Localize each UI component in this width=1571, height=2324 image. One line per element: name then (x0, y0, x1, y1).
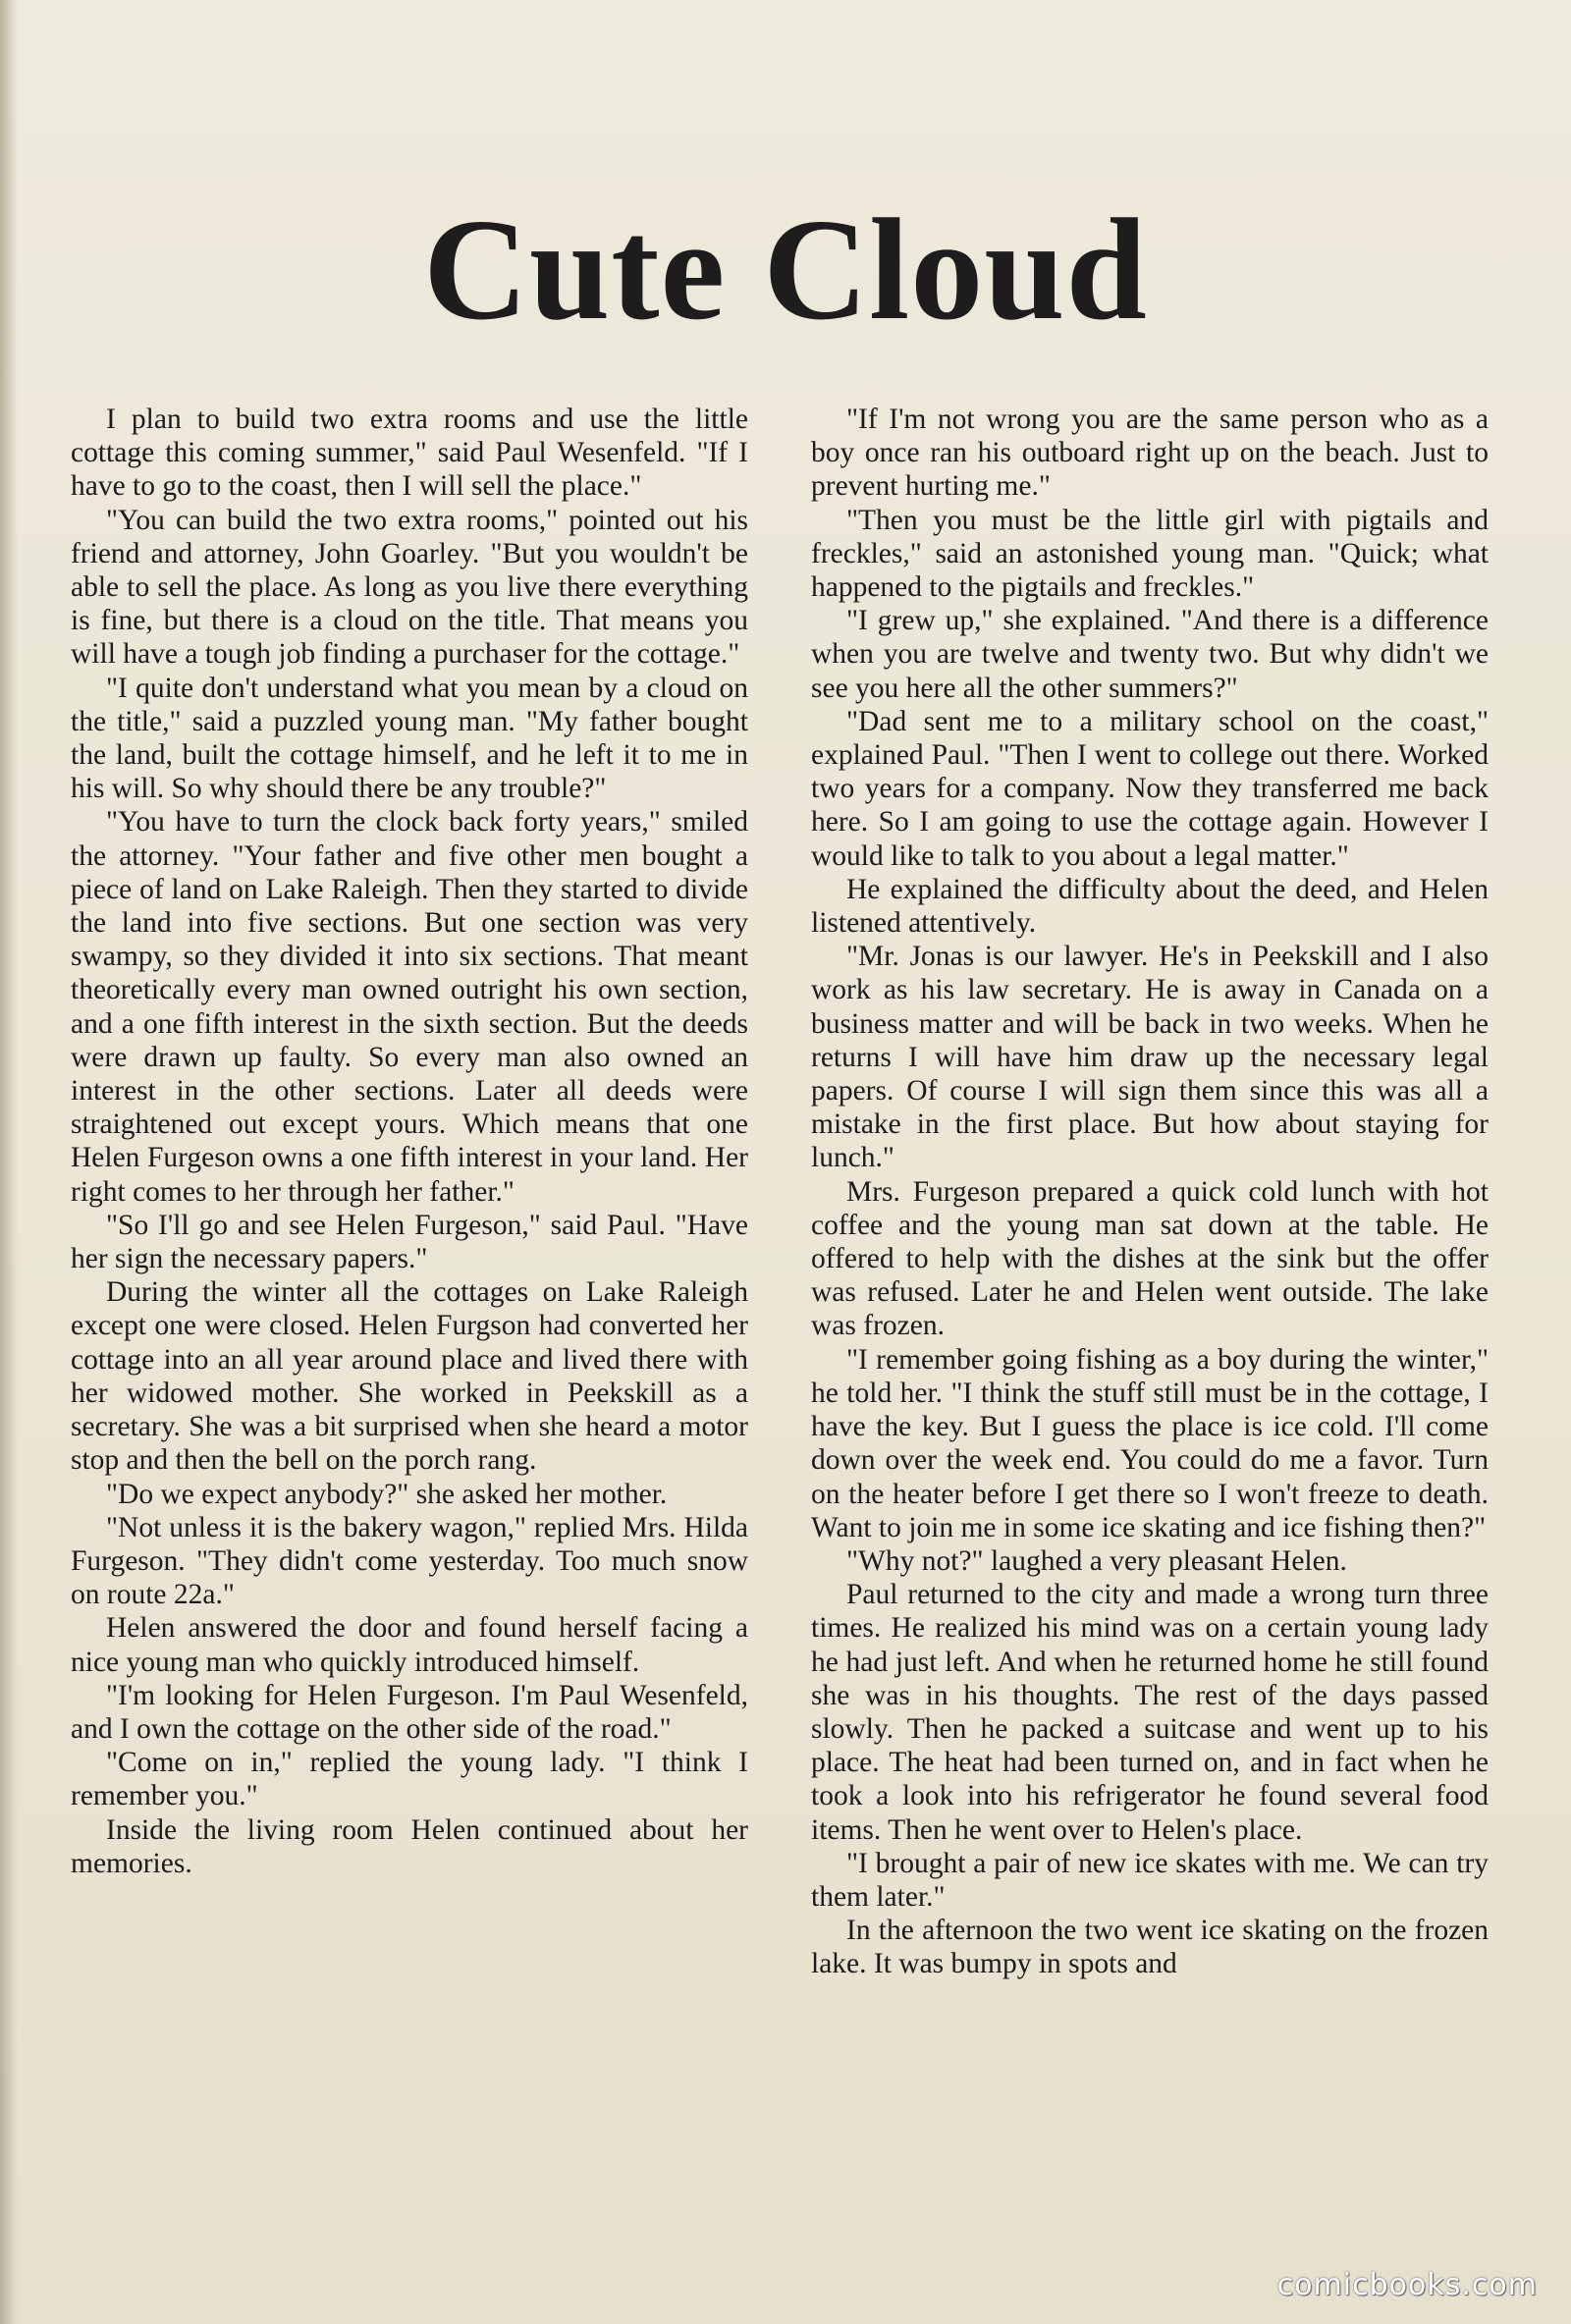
text-column-right (811, 403, 1489, 1981)
story-title: Cute Cloud (423, 189, 1148, 351)
paragraph: "Come on in," replied the young lady. "I think I remember you." (71, 1747, 748, 1812)
watermark: comicbooks.com (1276, 2268, 1538, 2302)
paragraph: "I remember going fishing as a boy during the winter," he told her. "I think the stuff still must be in the cottage, I have the key. But I guess the place is ice cold. I'll come down over the week end. You could do me a favor. Turn on the heater before I get there so I won't freeze to death. Want to join me in some ice skating and ice fishing then?" (811, 1343, 1489, 1543)
paragraph: "Why not?" laughed a very pleasant Helen. (846, 1544, 1347, 1577)
paragraph: "If I'm not wrong you are the same person who as a boy once ran his outboard right up on the beach. Just to prevent hurting me." (811, 404, 1489, 503)
paragraph: "You can build the two extra rooms," pointed out his friend and attorney, John Goarley. "But you wouldn't be able to sell the place. As long as you live there everything is fine, but there is a cloud on the title. That means you will have a tough job finding a purchaser for the cottage." (71, 504, 748, 671)
paragraph: During the winter all the cottages on Lake Raleigh except one were closed. Helen Furgson had converted her cottage into an all year around place and lived there with her widowed mother. She worked in Peekskill as a secretary. She was a bit surprised when she heard a motor stop and then the bell on the porch rang. (71, 1276, 748, 1477)
paragraph: "Mr. Jonas is our lawyer. He's in Peekskill and I also work as his law secretary. He is away in Canada on a business matter and will be back in two weeks. When he returns I will have him draw up the necessary legal papers. Of course I will sign them since this was all a mistake in the first place. But how about staying for lunch." (811, 941, 1489, 1174)
paragraph: "I brought a pair of new ice skates with me. We can try them later." (811, 1847, 1489, 1913)
paragraph: "I'm looking for Helen Furgeson. I'm Paul Wesenfeld, and I own the cottage on the other side of the road." (71, 1679, 748, 1745)
paragraph: "You have to turn the clock back forty years," smiled the attorney. "Your father and five other men bought a piece of land on Lake Raleigh. Then they started to divide the land into five sections. But one section was very swampy, so they divided it into six sections. That meant theoretically every man owned outright his own section, and a one fifth interest in the sixth section. But the deeds were drawn up faulty. So every man also owned an interest in the other sections. Later all deeds were straightened out except yours. Which means that one Helen Furgeson owns a one fifth interest in your land. Her right comes to her through her father." (71, 806, 748, 1208)
paragraph: "So I'll go and see Helen Furgeson," said Paul. "Have her sign the necessary papers." (71, 1209, 748, 1275)
paragraph: "Do we expect anybody?" she asked her mother. (106, 1478, 668, 1510)
paragraph: He explained the difficulty about the deed, and Helen listened attentively. (811, 873, 1489, 940)
paragraph: "Then you must be the little girl with pigtails and freckles," said an astonished young man. "Quick; what happened to the pigtails and freckles." (811, 504, 1489, 604)
paragraph: In the afternoon the two went ice skating on the frozen lake. It was bumpy in spots and (811, 1915, 1489, 1980)
paragraph: Mrs. Furgeson prepared a quick cold lunch with hot coffee and the young man sat down at the table. He offered to help with the dishes at the sink but the offer was refused. Later he and Helen went outside. The lake was frozen. (811, 1175, 1489, 1342)
paragraph: "Not unless it is the bakery wagon," replied Mrs. Hilda Furgeson. "They didn't come yesterday. Too much snow on route 22a." (71, 1511, 748, 1611)
paragraph: "Dad sent me to a military school on the coast," explained Paul. "Then I went to college out there. Worked two years for a company. Now they transferred me back here. So I am going to use the cottage again. However I would like to talk to you about a legal matter." (811, 705, 1489, 872)
paragraph: "I quite don't understand what you mean by a cloud on the title," said a puzzled young man. "My father bought the land, built the cottage himself, and he left it to me in his will. So why should there be any trouble?" (71, 672, 748, 805)
paragraph: Paul returned to the city and made a wrong turn three times. He realized his mind was on a certain young lady he had just left. And when he returned home he still found she was in his thoughts. The rest of the days passed slowly. Then he packed a suitcase and went up to his place. The heat had been turned on, and in fact when he took a look into his refrigerator he found several food items. Then he went over to Helen's place. (811, 1579, 1489, 1846)
paragraph: I plan to build two extra rooms and use the little cottage this coming summer," said Paul Wesenfeld. "If I have to go to the coast, then I will sell the place." (71, 404, 748, 503)
paragraph: "I grew up," she explained. "And there is a difference when you are twelve and twenty two. But why didn't we see you here all the other summers?" (811, 605, 1489, 704)
paragraph: Inside the living room Helen continued about her memories. (71, 1813, 748, 1879)
text-column-left (71, 403, 748, 1880)
paragraph: Helen answered the door and found herself facing a nice young man who quickly introduced himself. (71, 1612, 748, 1678)
